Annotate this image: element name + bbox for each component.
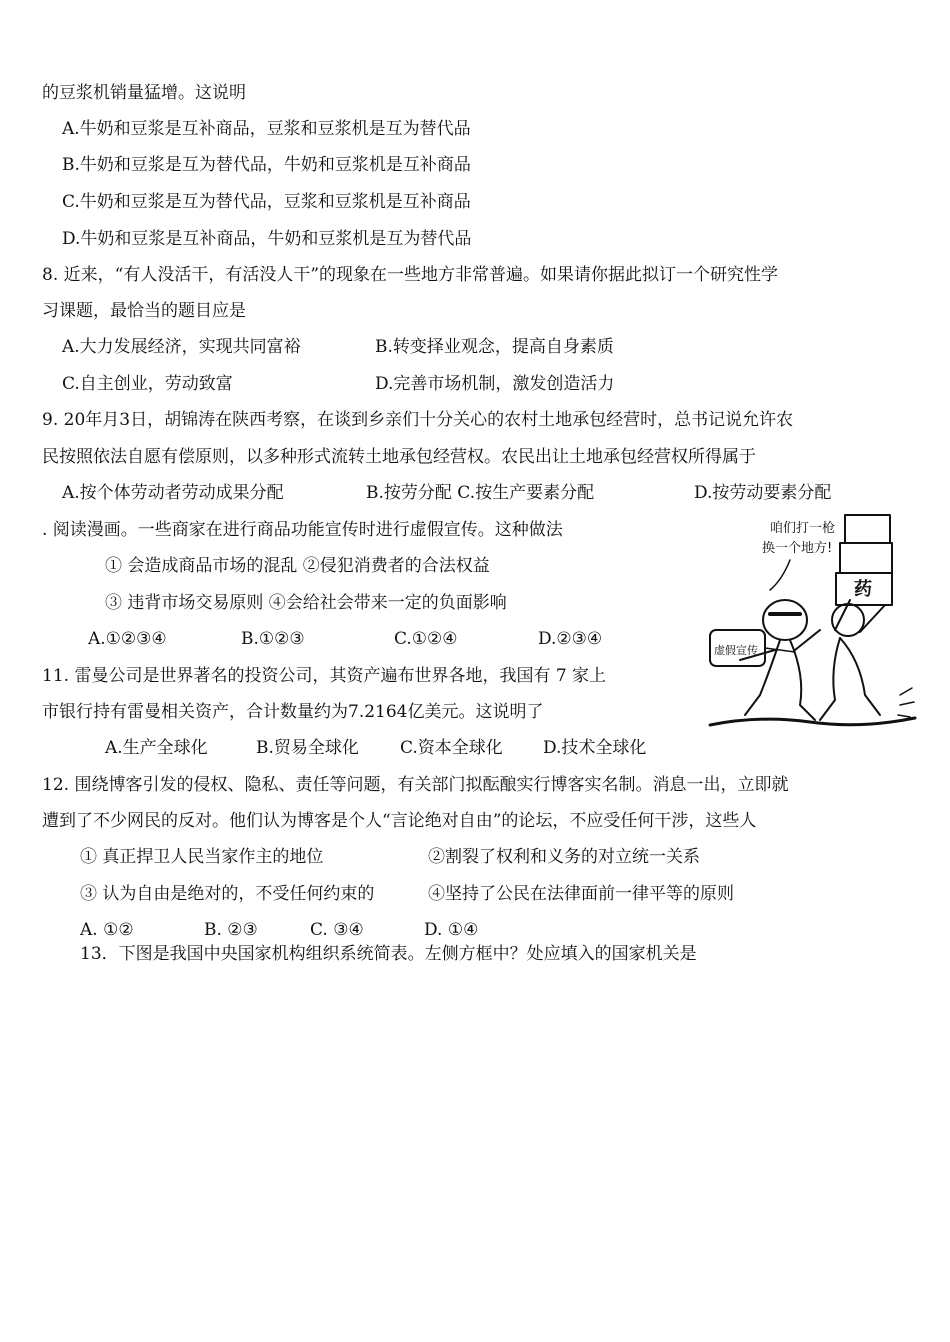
q12-option-c: C. ③④ [310, 920, 364, 940]
q8-stem-line2: 习课题，最恰当的题目应是 [42, 301, 246, 321]
q10-option-b: B.①②③ [241, 629, 305, 649]
q7-option-a: A.牛奶和豆浆是互补商品，豆浆和豆浆机是互为替代品 [62, 119, 471, 139]
q12-stem-line1: 12. 围绕博客引发的侵权、隐私、责任等问题，有关部门拟酝酿实行博客实名制。消息一出，立即就 [42, 775, 789, 795]
q8-option-b: B.转变择业观念，提高自身素质 [375, 337, 614, 357]
q12-item-1: ① 真正捍卫人民当家作主的地位 [80, 847, 324, 867]
q10-items-line2: ③ 违背市场交易原则 ④会给社会带来一定的负面影响 [105, 593, 507, 613]
q8-option-d: D.完善市场机制，激发创造活力 [375, 374, 615, 394]
q12-option-a: A. ①② [80, 920, 134, 940]
q7-option-d: D.牛奶和豆浆是互补商品，牛奶和豆浆机是互为替代品 [62, 229, 472, 249]
q11-stem-line1: 11. 雷曼公司是世界著名的投资公司，其资产遍布世界各地，我国有 7 家上 [42, 666, 607, 686]
q8-stem-line1: 8. 近来，“有人没活干，有活没人干”的现象在一些地方非常普遍。如果请你据此拟订一个研究性学 [42, 265, 779, 285]
q7-option-c: C.牛奶和豆浆是互为替代品，豆浆和豆浆机是互补商品 [62, 192, 471, 212]
q9-option-a: A.按个体劳动者劳动成果分配 [62, 483, 284, 503]
q10-items-line1: ① 会造成商品市场的混乱 ②侵犯消费者的合法权益 [105, 556, 490, 576]
cartoon-speech-line2: 换一个地方! [762, 541, 833, 556]
q7-option-b: B.牛奶和豆浆是互为替代品，牛奶和豆浆机是互补商品 [62, 155, 471, 175]
q9-stem-line1: 9. 20年月3日，胡锦涛在陕西考察，在谈到乡亲们十分关心的农村土地承包经营时，总书记说允许农 [42, 410, 794, 430]
q8-option-c: C.自主创业，劳动致富 [62, 374, 233, 394]
q9-option-d: D.按劳动要素分配 [694, 483, 832, 503]
q11-option-a: A.生产全球化 [105, 738, 208, 758]
q11-option-d: D.技术全球化 [543, 738, 647, 758]
q12-item-4: ④坚持了公民在法律面前一律平等的原则 [428, 884, 734, 904]
cartoon-box-label: 药 [854, 579, 872, 600]
q12-item-3: ③ 认为自由是绝对的，不受任何约束的 [80, 884, 375, 904]
q9-option-bc: B.按劳分配 C.按生产要素分配 [366, 483, 595, 503]
q11-stem-line2: 市银行持有雷曼相关资产，合计数量约为7.2164亿美元。这说明了 [42, 702, 544, 722]
q12-option-b: B. ②③ [204, 920, 258, 940]
q10-option-c: C.①②④ [394, 629, 458, 649]
q9-stem-line2: 民按照依法自愿有偿原则，以多种形式流转土地承包经营权。农民出让土地承包经营权所得属于 [42, 447, 756, 467]
q10-option-d: D.②③④ [538, 629, 603, 649]
q12-option-d: D. ①④ [424, 920, 479, 940]
cartoon-banner-label: 虚假宣传 [714, 644, 758, 657]
q13-stem: 13．下图是我国中央国家机构组织系统简表。左侧方框中？处应填入的国家机关是 [80, 944, 697, 964]
cartoon-illustration [700, 510, 920, 735]
cartoon-speech-line1: 咱们打一枪 [770, 521, 836, 536]
q11-option-b: B.贸易全球化 [256, 738, 359, 758]
q11-option-c: C.资本全球化 [400, 738, 503, 758]
q12-stem-line2: 遭到了不少网民的反对。他们认为博客是个人“言论绝对自由”的论坛，不应受任何干涉，这些人 [42, 811, 757, 831]
q7-stem-continuation: 的豆浆机销量猛增。这说明 [42, 83, 246, 103]
q8-option-a: A.大力发展经济，实现共同富裕 [62, 337, 301, 357]
q12-item-2: ②割裂了权利和义务的对立统一关系 [428, 847, 700, 867]
q10-option-a: A.①②③④ [88, 629, 167, 649]
q10-stem: . 阅读漫画。一些商家在进行商品功能宣传时进行虚假宣传。这种做法 [42, 520, 563, 540]
